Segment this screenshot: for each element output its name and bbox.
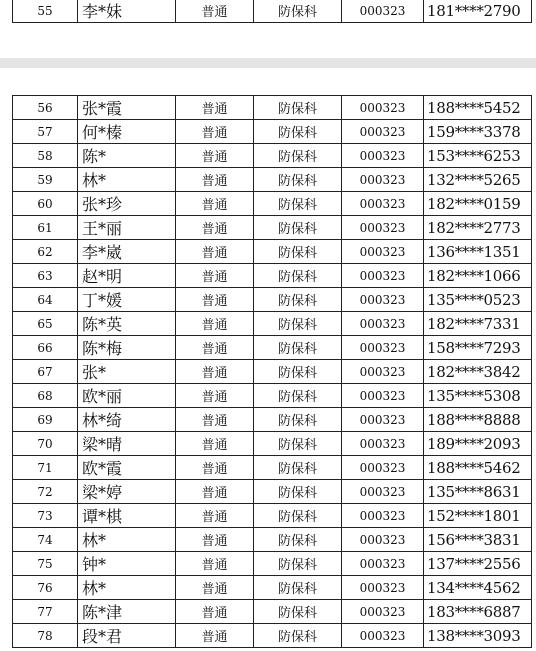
name-cell: 李*崴 bbox=[78, 240, 176, 264]
type-cell: 普通 bbox=[176, 312, 254, 336]
table-row bbox=[13, 288, 532, 312]
type-cell: 普通 bbox=[176, 432, 254, 456]
code-cell: 000323 bbox=[342, 504, 424, 528]
type-cell: 普通 bbox=[176, 96, 254, 120]
row-number-cell: 77 bbox=[13, 600, 78, 624]
table-row bbox=[13, 0, 532, 23]
type-cell: 普通 bbox=[176, 336, 254, 360]
name-cell: 钟* bbox=[78, 552, 176, 576]
department-cell: 防保科 bbox=[254, 192, 342, 216]
phone-cell: 152****1801 bbox=[424, 504, 532, 528]
department-cell: 防保科 bbox=[254, 216, 342, 240]
department-cell: 防保科 bbox=[254, 96, 342, 120]
type-cell: 普通 bbox=[176, 168, 254, 192]
name-cell: 张* bbox=[78, 360, 176, 384]
department-cell: 防保科 bbox=[254, 384, 342, 408]
code-cell: 000323 bbox=[342, 576, 424, 600]
name-cell: 欧*霞 bbox=[78, 456, 176, 480]
table-row bbox=[13, 144, 532, 168]
type-cell: 普通 bbox=[176, 360, 254, 384]
name-cell: 梁*婷 bbox=[78, 480, 176, 504]
type-cell: 普通 bbox=[176, 144, 254, 168]
page-break-gap bbox=[0, 58, 536, 68]
code-cell: 000323 bbox=[342, 624, 424, 648]
code-cell: 000323 bbox=[342, 552, 424, 576]
department-cell: 防保科 bbox=[254, 456, 342, 480]
row-number-cell: 71 bbox=[13, 456, 78, 480]
type-cell: 普通 bbox=[176, 0, 254, 23]
row-number-cell: 55 bbox=[13, 0, 78, 23]
phone-cell: 188****5452 bbox=[424, 96, 532, 120]
phone-cell: 137****2556 bbox=[424, 552, 532, 576]
code-cell: 000323 bbox=[342, 144, 424, 168]
name-cell: 何*榛 bbox=[78, 120, 176, 144]
name-cell: 张*珍 bbox=[78, 192, 176, 216]
phone-cell: 183****6887 bbox=[424, 600, 532, 624]
type-cell: 普通 bbox=[176, 528, 254, 552]
code-cell: 000323 bbox=[342, 360, 424, 384]
table-row bbox=[13, 504, 532, 528]
name-cell: 陈*梅 bbox=[78, 336, 176, 360]
row-number-cell: 69 bbox=[13, 408, 78, 432]
code-cell: 000323 bbox=[342, 528, 424, 552]
name-cell: 梁*晴 bbox=[78, 432, 176, 456]
name-cell: 赵*明 bbox=[78, 264, 176, 288]
table-row bbox=[13, 384, 532, 408]
department-cell: 防保科 bbox=[254, 480, 342, 504]
table-row bbox=[13, 360, 532, 384]
name-cell: 陈* bbox=[78, 144, 176, 168]
type-cell: 普通 bbox=[176, 120, 254, 144]
row-number-cell: 74 bbox=[13, 528, 78, 552]
code-cell: 000323 bbox=[342, 384, 424, 408]
name-cell: 谭*棋 bbox=[78, 504, 176, 528]
code-cell: 000323 bbox=[342, 336, 424, 360]
department-cell: 防保科 bbox=[254, 336, 342, 360]
row-number-cell: 72 bbox=[13, 480, 78, 504]
type-cell: 普通 bbox=[176, 504, 254, 528]
phone-cell: 132****5265 bbox=[424, 168, 532, 192]
code-cell: 000323 bbox=[342, 192, 424, 216]
row-number-cell: 63 bbox=[13, 264, 78, 288]
code-cell: 000323 bbox=[342, 0, 424, 23]
table-row bbox=[13, 552, 532, 576]
type-cell: 普通 bbox=[176, 240, 254, 264]
code-cell: 000323 bbox=[342, 456, 424, 480]
table-row bbox=[13, 192, 532, 216]
name-cell: 段*君 bbox=[78, 624, 176, 648]
name-cell: 陈*英 bbox=[78, 312, 176, 336]
row-number-cell: 73 bbox=[13, 504, 78, 528]
row-number-cell: 78 bbox=[13, 624, 78, 648]
row-number-cell: 61 bbox=[13, 216, 78, 240]
table-row bbox=[13, 576, 532, 600]
row-number-cell: 59 bbox=[13, 168, 78, 192]
department-cell: 防保科 bbox=[254, 312, 342, 336]
name-cell: 欧*丽 bbox=[78, 384, 176, 408]
phone-cell: 156****3831 bbox=[424, 528, 532, 552]
roster-table-top bbox=[12, 0, 532, 23]
roster-table bbox=[12, 95, 532, 648]
department-cell: 防保科 bbox=[254, 576, 342, 600]
row-number-cell: 56 bbox=[13, 96, 78, 120]
phone-cell: 182****0159 bbox=[424, 192, 532, 216]
table-row bbox=[13, 600, 532, 624]
department-cell: 防保科 bbox=[254, 0, 342, 23]
phone-cell: 182****3842 bbox=[424, 360, 532, 384]
type-cell: 普通 bbox=[176, 456, 254, 480]
department-cell: 防保科 bbox=[254, 408, 342, 432]
code-cell: 000323 bbox=[342, 96, 424, 120]
type-cell: 普通 bbox=[176, 384, 254, 408]
phone-cell: 135****0523 bbox=[424, 288, 532, 312]
type-cell: 普通 bbox=[176, 624, 254, 648]
phone-cell: 188****8888 bbox=[424, 408, 532, 432]
name-cell: 林*绮 bbox=[78, 408, 176, 432]
table-row bbox=[13, 312, 532, 336]
type-cell: 普通 bbox=[176, 480, 254, 504]
table-row bbox=[13, 216, 532, 240]
name-cell: 丁*媛 bbox=[78, 288, 176, 312]
roster-table-top-body bbox=[13, 0, 532, 23]
phone-cell: 158****7293 bbox=[424, 336, 532, 360]
type-cell: 普通 bbox=[176, 576, 254, 600]
name-cell: 陈*津 bbox=[78, 600, 176, 624]
type-cell: 普通 bbox=[176, 288, 254, 312]
row-number-cell: 68 bbox=[13, 384, 78, 408]
table-row bbox=[13, 624, 532, 648]
department-cell: 防保科 bbox=[254, 552, 342, 576]
table-row bbox=[13, 408, 532, 432]
type-cell: 普通 bbox=[176, 408, 254, 432]
name-cell: 王*丽 bbox=[78, 216, 176, 240]
department-cell: 防保科 bbox=[254, 360, 342, 384]
name-cell: 林* bbox=[78, 528, 176, 552]
row-number-cell: 70 bbox=[13, 432, 78, 456]
name-cell: 林* bbox=[78, 168, 176, 192]
table-row bbox=[13, 120, 532, 144]
code-cell: 000323 bbox=[342, 288, 424, 312]
roster-table-body bbox=[13, 96, 532, 648]
table-row bbox=[13, 264, 532, 288]
phone-cell: 138****3093 bbox=[424, 624, 532, 648]
phone-cell: 153****6253 bbox=[424, 144, 532, 168]
code-cell: 000323 bbox=[342, 312, 424, 336]
code-cell: 000323 bbox=[342, 168, 424, 192]
code-cell: 000323 bbox=[342, 264, 424, 288]
phone-cell: 181****2790 bbox=[424, 0, 532, 23]
type-cell: 普通 bbox=[176, 264, 254, 288]
department-cell: 防保科 bbox=[254, 624, 342, 648]
phone-cell: 136****1351 bbox=[424, 240, 532, 264]
phone-cell: 135****8631 bbox=[424, 480, 532, 504]
table-row bbox=[13, 96, 532, 120]
department-cell: 防保科 bbox=[254, 144, 342, 168]
phone-cell: 159****3378 bbox=[424, 120, 532, 144]
phone-cell: 182****7331 bbox=[424, 312, 532, 336]
row-number-cell: 76 bbox=[13, 576, 78, 600]
code-cell: 000323 bbox=[342, 240, 424, 264]
code-cell: 000323 bbox=[342, 216, 424, 240]
type-cell: 普通 bbox=[176, 600, 254, 624]
row-number-cell: 64 bbox=[13, 288, 78, 312]
table-row bbox=[13, 456, 532, 480]
department-cell: 防保科 bbox=[254, 600, 342, 624]
name-cell: 张*霞 bbox=[78, 96, 176, 120]
department-cell: 防保科 bbox=[254, 240, 342, 264]
table-row bbox=[13, 336, 532, 360]
code-cell: 000323 bbox=[342, 120, 424, 144]
department-cell: 防保科 bbox=[254, 432, 342, 456]
phone-cell: 182****2773 bbox=[424, 216, 532, 240]
type-cell: 普通 bbox=[176, 216, 254, 240]
department-cell: 防保科 bbox=[254, 120, 342, 144]
code-cell: 000323 bbox=[342, 432, 424, 456]
row-number-cell: 65 bbox=[13, 312, 78, 336]
row-number-cell: 67 bbox=[13, 360, 78, 384]
name-cell: 林* bbox=[78, 576, 176, 600]
row-number-cell: 62 bbox=[13, 240, 78, 264]
row-number-cell: 66 bbox=[13, 336, 78, 360]
row-number-cell: 58 bbox=[13, 144, 78, 168]
table-row bbox=[13, 528, 532, 552]
name-cell: 李*妹 bbox=[78, 0, 176, 23]
phone-cell: 182****1066 bbox=[424, 264, 532, 288]
phone-cell: 135****5308 bbox=[424, 384, 532, 408]
department-cell: 防保科 bbox=[254, 264, 342, 288]
department-cell: 防保科 bbox=[254, 528, 342, 552]
phone-cell: 188****5462 bbox=[424, 456, 532, 480]
row-number-cell: 60 bbox=[13, 192, 78, 216]
type-cell: 普通 bbox=[176, 192, 254, 216]
table-row bbox=[13, 168, 532, 192]
code-cell: 000323 bbox=[342, 480, 424, 504]
department-cell: 防保科 bbox=[254, 168, 342, 192]
department-cell: 防保科 bbox=[254, 504, 342, 528]
table-row bbox=[13, 480, 532, 504]
table-row bbox=[13, 432, 532, 456]
department-cell: 防保科 bbox=[254, 288, 342, 312]
row-number-cell: 75 bbox=[13, 552, 78, 576]
phone-cell: 134****4562 bbox=[424, 576, 532, 600]
type-cell: 普通 bbox=[176, 552, 254, 576]
row-number-cell: 57 bbox=[13, 120, 78, 144]
code-cell: 000323 bbox=[342, 408, 424, 432]
table-row bbox=[13, 240, 532, 264]
code-cell: 000323 bbox=[342, 600, 424, 624]
phone-cell: 189****2093 bbox=[424, 432, 532, 456]
